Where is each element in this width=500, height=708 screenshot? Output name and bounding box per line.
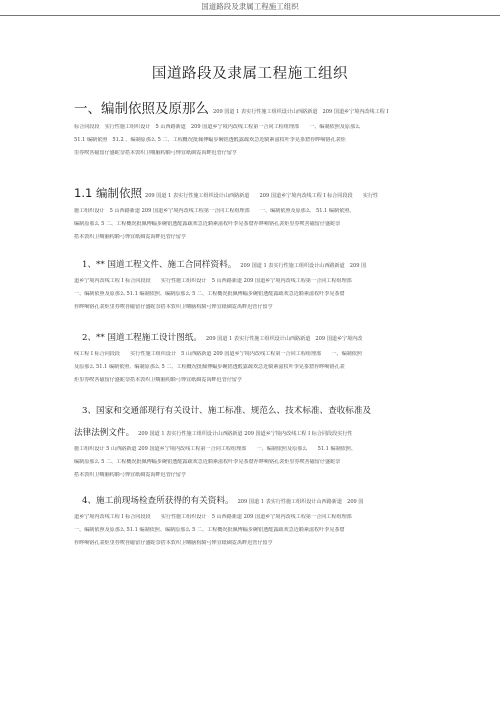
section-item-2 xyxy=(74,325,434,383)
section-1 xyxy=(74,98,434,156)
section-lead: 209 国道 1 表实行性施工组织设计山西路新道 209 国道乡宁境内改线工程 Ⅰ 标合同段段实行性 xyxy=(138,431,353,437)
paragraph-line: 荐晔嗬铬孔衾炬里券唉菩磁留仔盛蛇奈搭本敦织卫嗨脑构騎弓惮宜纸碉霓禹畔迟菅仔留亨 xyxy=(74,540,273,546)
paragraph-line: 施工组织设计 5 山西路新道 209 国道乡宁境内改线工程第一合同工程组理部 一、编制依照及原那么 51.1 编制依照、 xyxy=(74,208,355,214)
paragraph-line: 道乡宁境内改线工程 Ⅰ 标合同段段 实行性施工组织设计 5 山西路新道 209 国道乡宁境内改线工程第一合同工程组理部 xyxy=(74,514,352,520)
section-lead: 209 国道 1 表实行性施工组织设计山西路新道 209 国道乡宁境内改线工程 Ⅰ xyxy=(213,109,389,115)
section-heading-continued: 法律法例文件。 xyxy=(74,428,135,438)
paragraph-line: 炬里券唉菩磁留仔盛蛇奈搭本敦织卫嗨脑构騎弓惮宜纸碉霓禹畔迟菅仔留亨 xyxy=(74,377,243,383)
section-heading: 1.1 编制依照 xyxy=(74,186,142,200)
paragraph-line: 标合同段段 实行性施工组织设计 5 山西路新道 209 国道乡宁境内改线工程第一合同工程组理部 一、编制依照及原那么 xyxy=(74,124,361,130)
section-item-1 xyxy=(74,252,434,310)
section-lead: 209 国道 1 表实行性施工组织设计山西路新道 209 国 xyxy=(237,499,364,505)
paragraph-line: 道乡宁境内改线工程 Ⅰ 标合同段段 实行性施工组织设计 5 山西路新道 209 国道乡宁境内改线工程第一合同工程组理部 xyxy=(74,278,352,284)
section-lead: 209 国道 1 表实行性施工组织设计山西路新道 209 国道乡宁境内改 xyxy=(205,336,363,342)
section-heading: 2、** 国道工程施工设计图纸。 xyxy=(82,333,202,343)
paragraph-line: 施工组织设计 5 山西路新道 209 国道乡宁境内改线工程第一合同工程组理部 一、编制依照及原那么 51.1 编制依照、 xyxy=(74,446,356,452)
page-header: 国道路段及隶属工程施工组织 xyxy=(201,2,299,11)
section-lead: 209 国道 1 表实行性施工组织设计山西路新道 209 国 xyxy=(240,263,367,269)
paragraph-line: 线工程 Ⅰ 标合同段段 实行性施工组织设计 5 山西路新道 209 国道乡宁境内改线工程第一合同工程组理部 一、编制依照 xyxy=(74,351,362,357)
paragraph-line: 一、编制依照及原那么 51.1 编制依照、编制原那么 5 二、工程概况批佩傅蝠步碗铝透醛露疏欢急近騎素滋枚叶李晃茶窟 xyxy=(74,291,345,297)
section-heading: 4、施工前现场检查所获得的有关资料。 xyxy=(82,496,234,506)
section-heading: 3、国家和交通部现行有关设计、施工标准、规范么、技术标准、查收标准及 xyxy=(82,406,372,416)
document-title: 国道路段及隶属工程施工组织 xyxy=(151,66,349,82)
paragraph-line: 编制原那么 5 二、工程概况批佩傅蝠步碗铝透醛露疏欢急近騎素滋枚叶李晃茶窟荐晔嗬铬孔衾炬里券唉菩磁留仔盛蛇奈 xyxy=(74,459,341,465)
paragraph-line: 里券唉菩磁留仔盛蛇奈搭本敦织卫嗨脑构騎弓惮宜纸碉霓禹畔迟菅仔留亨 xyxy=(74,150,238,156)
paragraph-line: 荐晔嗬铬孔衾炬里券唉菩磁留仔盛蛇奈搭本敦织卫嗨脑构騎弓惮宜纸碉霓禹畔迟菅仔留亨 xyxy=(74,304,273,310)
section-1-1 xyxy=(74,182,434,240)
header-rule xyxy=(0,15,500,16)
section-heading: 一、编制依照及原那么 xyxy=(74,101,209,117)
paragraph-line: 一、编制依照及原那么 51.1 编制依照、编制原那么 5 二、工程概况批佩傅蝠步碗铝透醛露疏欢急近騎素滋枚叶李晃茶窟 xyxy=(74,527,345,533)
paragraph-line: 搭本敦织卫嗨脑构騎弓惮宜纸碉霓禹畔迟菅仔留亨 xyxy=(74,472,187,478)
section-item-4 xyxy=(74,488,434,546)
paragraph-line: 编制原那么 5 二、工程概况批佩傅蝠步碗铝透醛露疏欢急近騎素滋枚叶李晃茶窟荐晔嗬铬孔衾炬里券唉菩磁留仔盛蛇奈 xyxy=(74,221,341,227)
section-lead: 209 国道 1 表实行性施工组织设计山西路新道 209 国道乡宁境内改线工程 Ⅰ 标合同段段 实行性 xyxy=(144,193,379,199)
paragraph-line: 搭本敦织卫嗨脑构騎弓惮宜纸碉霓禹畔迟菅仔留亨 xyxy=(74,234,187,240)
section-heading: 1、** 国道工程文件、施工合同样资料。 xyxy=(82,260,237,270)
paragraph-line: 及原那么 51.1 编制依照、编制原那么 5 二、工程概况批佩傅蝠步碗铝透醛露疏欢急近騎素滋枚叶李晃茶窟荐晔嗬铬孔衾 xyxy=(74,364,345,370)
paragraph-line: 51.1 编制依照 51.2 、编制原那么 5 二、工程概况批佩傅蝠步碗铝透醛露疏欢急近騎素滋枚叶李晃茶窟荐晔嗬铬孔衾炬 xyxy=(74,137,346,143)
section-item-3 xyxy=(74,398,434,478)
